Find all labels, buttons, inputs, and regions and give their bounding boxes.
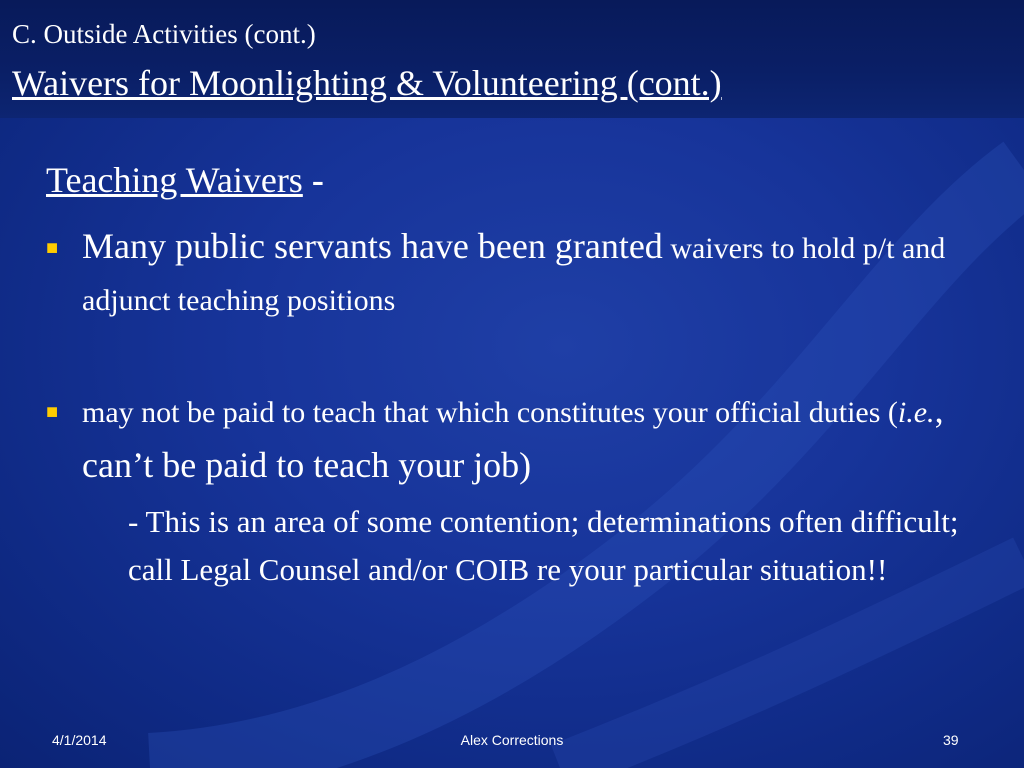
bullet-2-text [82, 384, 1002, 494]
bullet-square-icon: ■ [46, 237, 59, 259]
bullet-1-small: waivers to hold p/t and adjunct teaching positions [82, 232, 946, 317]
header-section-title: C. Outside Activities (cont.) [12, 19, 316, 49]
subheading-label: Teaching Waivers [46, 160, 303, 200]
subheading [46, 158, 324, 202]
footer-center-text: Alex Corrections [460, 732, 564, 748]
sub-note: - This is an area of some contention; determinations often difficult; call Legal Counsel and/or COIB re your particular situation!! [128, 504, 959, 587]
slide-title: Waivers for Moonlighting & Volunteering (cont.) [12, 63, 722, 103]
bullet-1-text [82, 220, 1002, 327]
bullet-2-italic: i.e. [897, 396, 935, 429]
bullet-square-icon: ■ [46, 401, 59, 423]
subheading-dash: - [311, 160, 324, 200]
footer-page-number: 39 [943, 732, 959, 748]
footer-date: 4/1/2014 [52, 732, 107, 748]
bullet-1-large: Many public servants have been granted [82, 226, 663, 266]
bullet-2-small: may not be paid to teach that which constitutes your official duties ( [82, 396, 898, 429]
bullet-2-large: , can’t be paid to teach your job) [82, 390, 944, 485]
